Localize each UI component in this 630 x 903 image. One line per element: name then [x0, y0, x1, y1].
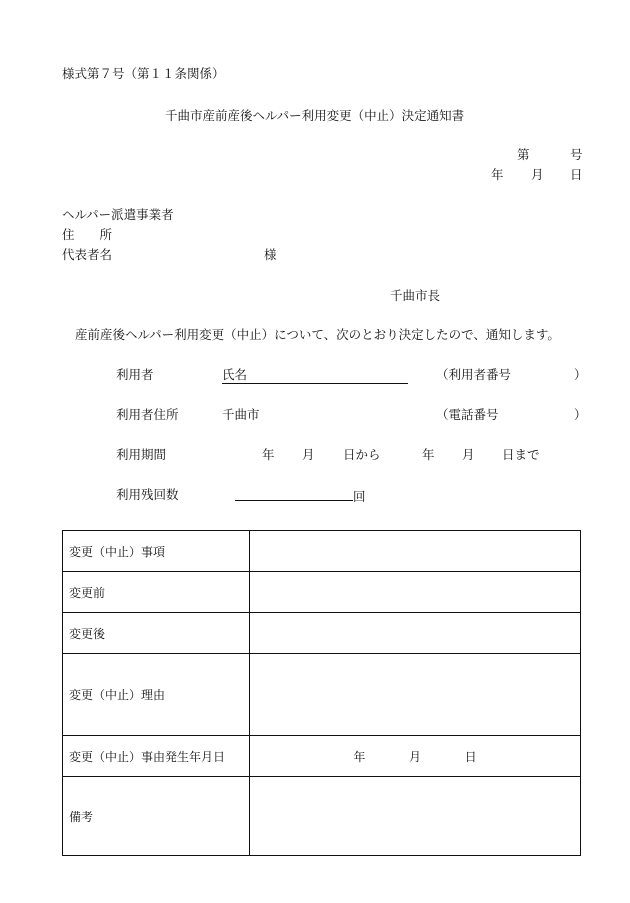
body-text: 産前産後ヘルパー利用変更（中止）について、次のとおり決定したので、通知します。 — [75, 327, 560, 342]
row-value — [250, 654, 581, 736]
period-to-day: 日まで — [502, 447, 540, 462]
period-to-month: 月 — [462, 447, 475, 462]
user-name-label: 氏名 — [222, 365, 408, 384]
change-table — [62, 530, 581, 856]
period-from-year: 年 — [262, 447, 275, 462]
addressee-address: 住 所 — [62, 227, 113, 242]
address-label: 利用者住所 — [116, 407, 179, 422]
row-label: 変更（中止）理由 — [63, 654, 250, 736]
table-date-year: 年 — [353, 749, 366, 764]
row-label: 備考 — [63, 777, 250, 856]
date-year: 年 — [491, 167, 504, 182]
table-date-day: 日 — [464, 749, 477, 764]
row-value — [250, 613, 581, 654]
issuer: 千曲市長 — [390, 288, 441, 303]
row-label: 変更前 — [63, 572, 250, 613]
user-name-field — [222, 365, 408, 384]
period-label: 利用期間 — [116, 447, 167, 462]
addressee-sama: 様 — [264, 247, 277, 262]
row-value — [250, 572, 581, 613]
period-to-year: 年 — [422, 447, 435, 462]
table-row — [63, 572, 581, 613]
ref-dai: 第 — [517, 147, 530, 162]
remaining-blank — [235, 485, 353, 501]
period-from-day: 日から — [343, 447, 381, 462]
row-value — [250, 777, 581, 856]
table-row — [63, 531, 581, 572]
addressee-representative: 代表者名 — [62, 247, 113, 262]
form-number: 様式第７号（第１１条関係） — [62, 66, 225, 81]
table-date-month: 月 — [408, 749, 421, 764]
row-label: 変更（中止）事由発生年月日 — [63, 736, 250, 777]
ref-go: 号 — [570, 147, 583, 162]
row-label: 変更後 — [63, 613, 250, 654]
row-value-date — [250, 736, 581, 777]
addressee-org: ヘルパー派遣事業者 — [62, 207, 174, 222]
phone-label: （電話番号 — [436, 407, 499, 422]
table-row — [63, 736, 581, 777]
date-month: 月 — [531, 167, 544, 182]
row-value — [250, 531, 581, 572]
address-value: 千曲市 — [222, 407, 260, 422]
phone-close: ） — [574, 407, 587, 422]
row-label: 変更（中止）事項 — [63, 531, 250, 572]
remaining-field — [235, 485, 366, 505]
period-from-month: 月 — [302, 447, 315, 462]
user-number-label: （利用者番号 — [436, 367, 512, 382]
date-day: 日 — [570, 167, 583, 182]
table-row — [63, 654, 581, 736]
user-number-close: ） — [574, 367, 587, 382]
user-label: 利用者 — [116, 367, 154, 382]
remaining-unit: 回 — [353, 489, 366, 504]
remaining-label: 利用残回数 — [116, 487, 179, 502]
table-row — [63, 613, 581, 654]
table-row — [63, 777, 581, 856]
document-title: 千曲市産前産後ヘルパー利用変更（中止）決定通知書 — [165, 108, 465, 123]
